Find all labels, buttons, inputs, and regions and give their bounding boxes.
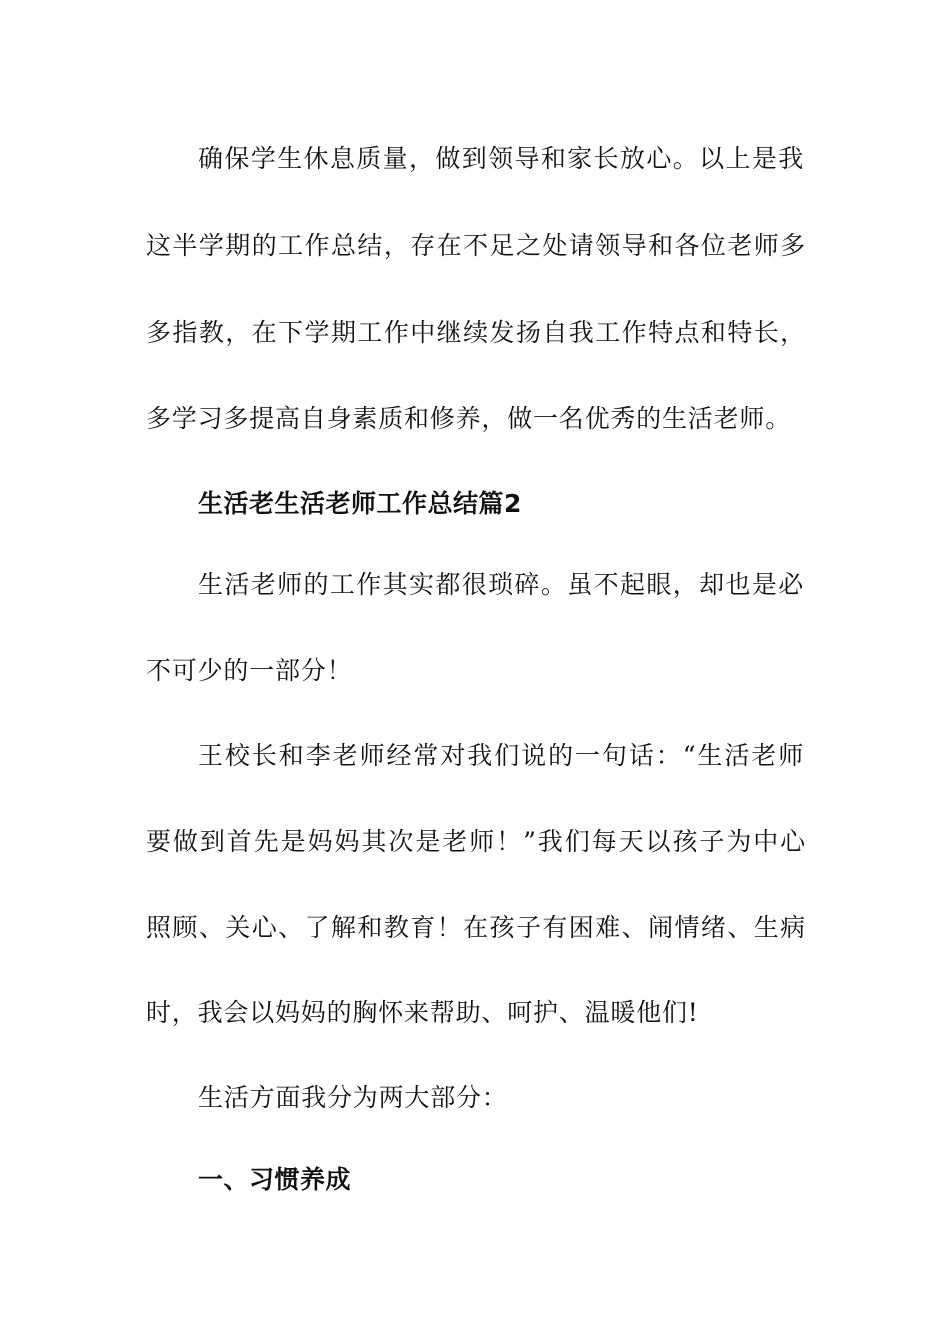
paragraph-line: 生活老师的工作其实都很琐碎。虽不起眼，却也是必 — [198, 570, 804, 599]
paragraph-line: 多指教，在下学期工作中继续发扬自我工作特点和特长， — [146, 318, 806, 347]
paragraph-line: 不可少的一部分！ — [146, 656, 353, 685]
paragraph-line: 王校长和李老师经常对我们说的一句话：“生活老师 — [198, 741, 804, 770]
paragraph-line: 照顾、关心、了解和教育！在孩子有困难、闹情绪、生病 — [146, 913, 806, 942]
paragraph-line: 多学习多提高自身素质和修养，做一名优秀的生活老师。 — [146, 404, 792, 433]
paragraph-line: 这半学期的工作总结，存在不足之处请领导和各位老师多 — [146, 231, 806, 260]
section-heading: 生活老生活老师工作总结篇2 — [198, 489, 522, 518]
subsection-heading: 一、习惯养成 — [198, 1165, 352, 1194]
paragraph-line: 要做到首先是妈妈其次是老师！”我们每天以孩子为中心 — [146, 827, 806, 856]
paragraph-line: 时，我会以妈妈的胸怀来帮助、呵护、温暖他们! — [146, 998, 699, 1027]
paragraph-line: 生活方面我分为两大部分： — [198, 1083, 508, 1112]
paragraph-line: 确保学生休息质量，做到领导和家长放心。以上是我 — [198, 144, 804, 173]
